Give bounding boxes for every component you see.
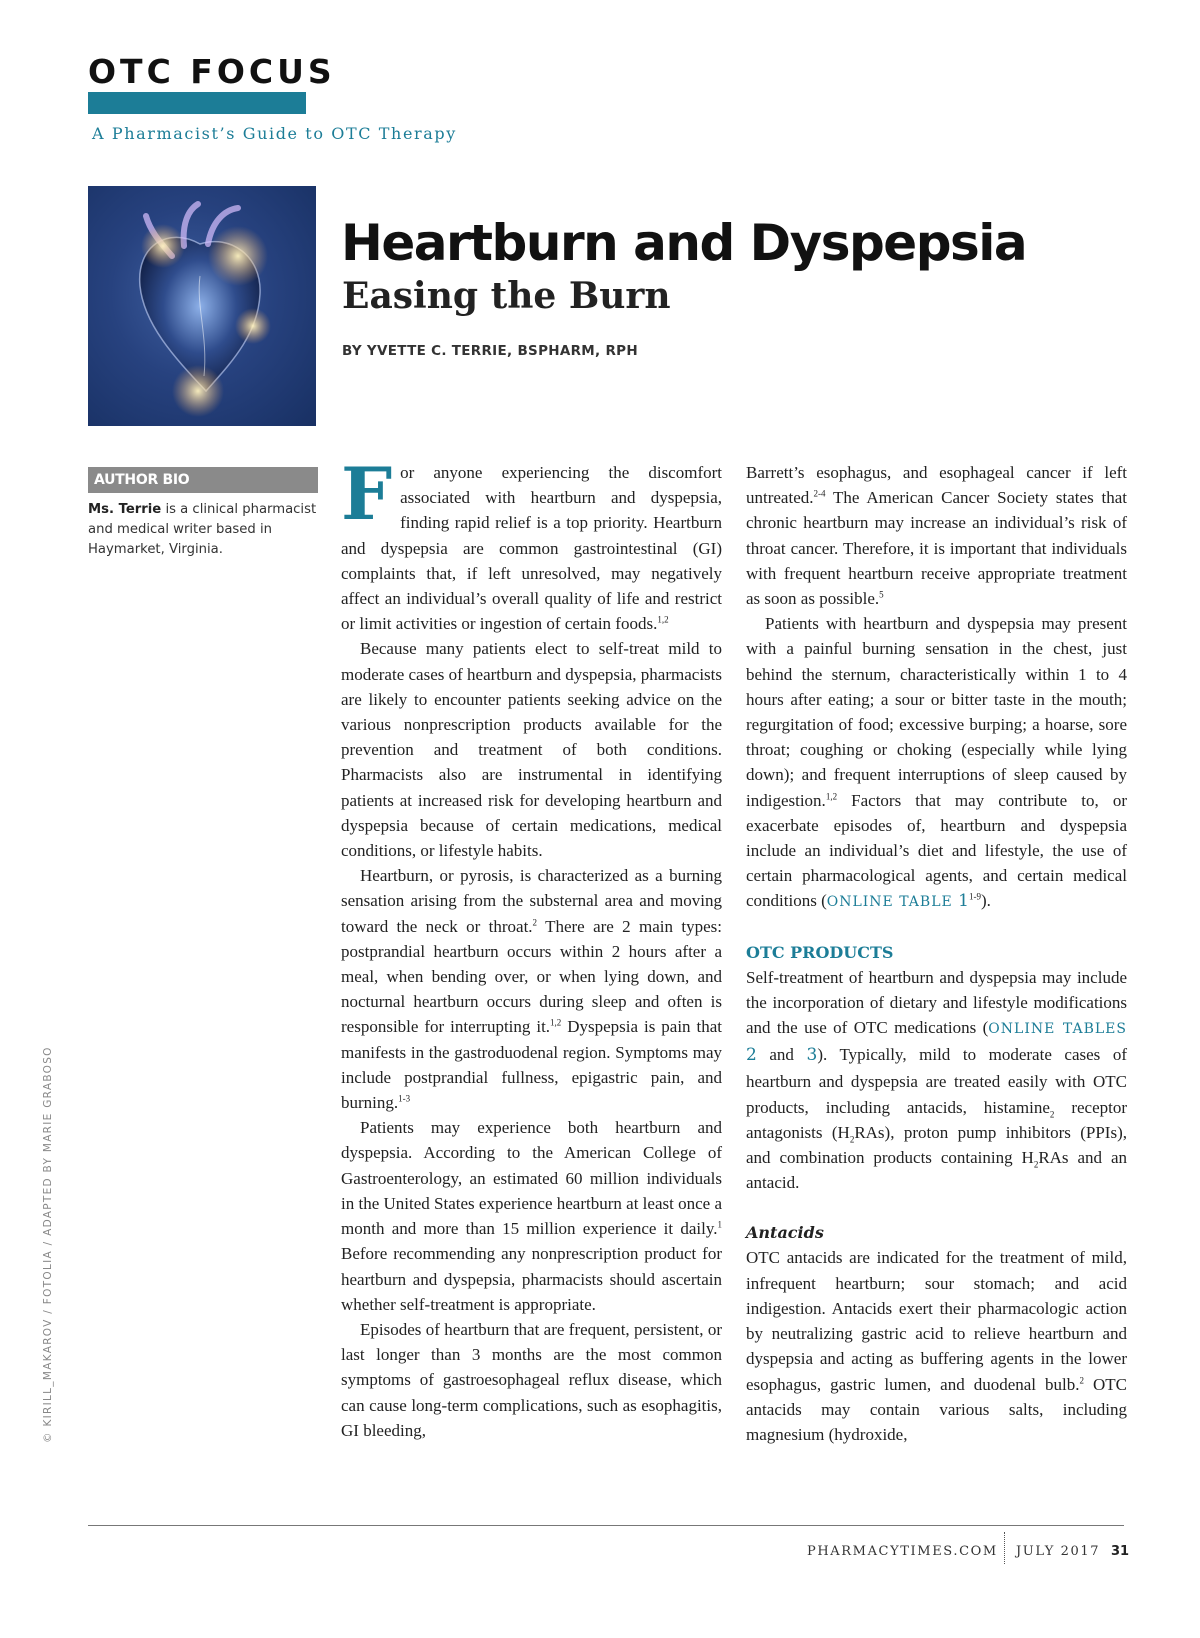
heart-illustration-image (88, 186, 316, 426)
photo-credit: © KIRILL_MAKAROV / FOTOLIA / ADAPTED BY MARIE GRABOSO (42, 1046, 54, 1443)
paragraph-text: Dyspepsia is pain that manifests in the gastroduodenal region. Symptoms may include postprandial fullness, epigastric pain, and burning. (341, 1017, 722, 1113)
page-number: 31 (1111, 1544, 1130, 1559)
link-text[interactable]: ONLINE TABLES (988, 1021, 1127, 1038)
section-heading-otc-products: OTC PRODUCTS (746, 942, 894, 962)
paragraph-text: OTC antacids are indicated for the treatment of mild, infrequent heartburn; sour stomach; and acid indigestion. Antacids exert their pharmacologic action by neutralizing gastric acid to relieve heartburn and dyspepsia and acting as buffering agents in the lower esophagus, gastric lumen, and duodenal bulb. (746, 1248, 1127, 1394)
body-paragraph (746, 611, 1127, 915)
paragraph-text: Patients with heartburn and dyspepsia may present with a painful burning sensation in the chest, just behind the sternum, characteristically within 1 to 4 hours after eating; a sour or bitter taste in the mouth; regurgitation of food; excessive burping; a hoarse, sore throat; coughing or choking (especially while lying down); and frequent interruptions of sleep caused by indigestion. (746, 614, 1127, 810)
article-column-2 (746, 460, 1127, 1447)
reference-marker: 1,2 (825, 790, 838, 801)
body-paragraph (746, 1245, 1127, 1447)
paragraph-text: or anyone experiencing the discomfort associated with heartburn and dyspepsia, finding rapid relief is a top priority. Heartburn and dyspepsia are common gastrointestinal (GI) complaints that, if left unresolved, may negatively affect an individual’s overall quality of life and restrict or limit activities or ingestion of certain foods. (341, 463, 722, 634)
paragraph-text: Before recommending any nonprescription product for heartburn and dyspepsia, pharmacists should ascertain whether self-treatment is appropriate. (341, 1244, 722, 1314)
article-title: Heartburn and Dyspepsia (341, 214, 1027, 272)
body-paragraph (341, 1115, 722, 1317)
link-text[interactable]: ONLINE TABLE (826, 894, 959, 911)
paragraph-text: OTC antacids may contain various salts, including magnesium (hydroxide, (746, 1374, 1128, 1444)
paragraph-text: Barrett’s esophagus, and esophageal cancer if left untreated. (746, 463, 1127, 508)
paragraph-text: Because many patients elect to self-treat mild to moderate cases of heartburn and dyspepsia, pharmacists are likely to encounter patients seeking advice on the various nonprescription products available for the prevention and treatment of both conditions. Pharmacists also are instrumental in identifying patients at increased risk for developing heartburn and dyspepsia because of certain medications, medical conditions, or lifestyle habits. (341, 639, 722, 861)
author-bio-description: is a clinical pharmacist and medical writer based in Haymarket, Virginia. (88, 502, 317, 557)
article-byline: BY YVETTE C. TERRIE, BSPHARM, RPH (342, 343, 638, 359)
paragraph-text: Factors that may contribute to, or exacerbate episodes of, heartburn and dyspepsia include an individual’s diet and lifestyle, the use of certain pharmacological agents, and certain medical conditions ( (746, 790, 1127, 911)
heart-icon (88, 186, 316, 426)
body-paragraph (746, 965, 1127, 1196)
reference-marker: 2 (1079, 1374, 1084, 1385)
subscript: 2 (1049, 1109, 1055, 1120)
online-table-3-link[interactable] (806, 1045, 818, 1066)
reference-marker: 2 (532, 917, 538, 927)
subsection-heading-antacids: Antacids (746, 1223, 824, 1243)
link-number[interactable]: 3 (806, 1045, 818, 1066)
paragraph-text: The American Cancer Society states that chronic heartburn may increase an individual’s risk of throat cancer. Therefore, it is important that individuals with frequent heartburn receive appropriate treatment as soon as possible. (746, 488, 1127, 609)
online-table-1-link[interactable] (826, 891, 969, 912)
footer-date: JULY 2017 (1016, 1544, 1101, 1559)
paragraph-text: Episodes of heartburn that are frequent, persistent, or last longer than 3 months are the most common symptoms of gastroesophageal reflux disease, which can cause long-term complications, such as esophagitis, GI bleeding, (341, 1319, 722, 1440)
body-paragraph (746, 460, 1127, 611)
article-column-1 (341, 451, 722, 1443)
paragraph-text: receptor antagonists (H (746, 1097, 1127, 1142)
drop-cap: F (341, 451, 393, 536)
article-subtitle: Easing the Burn (342, 275, 671, 317)
reference-marker: 2-4 (813, 488, 826, 499)
paragraph-text: RAs), proton pump inhibitors (PPIs), and combination products containing H (746, 1122, 1127, 1168)
paragraph-text: There are 2 main types: postprandial heartburn occurs within 2 hours after a meal, when bending over, or when lying down, and nocturnal heartburn occurs during sleep and often is responsible for interrupting it. (341, 916, 722, 1037)
section-tagline: A Pharmacist’s Guide to OTC Therapy (92, 124, 457, 143)
link-number[interactable]: 1 (958, 891, 969, 912)
paragraph-text: Patients may experience both heartburn and dyspepsia. According to the American College of Gastroenterology, an estimated 60 million individuals in the United States experience heartburn at least once a month and more than 15 million experience it daily. (341, 1118, 722, 1239)
author-name: Ms. Terrie (88, 502, 162, 517)
footer-site: PHARMACYTIMES.COM (807, 1544, 998, 1559)
reference-marker: 1-3 (398, 1093, 411, 1104)
link-number[interactable]: 2 (746, 1045, 757, 1066)
paragraph-text: ). Typically, mild to moderate cases of heartburn and dyspepsia are treated easily with OTC products, including antacids, histamine (746, 1045, 1128, 1117)
paragraph-text: Self-treatment of heartburn and dyspepsia may include the incorporation of dietary and lifestyle modifications and the use of OTC medications ( (746, 967, 1127, 1038)
body-paragraph (341, 636, 722, 863)
section-title: OTC FOCUS (88, 52, 336, 91)
reference-marker: 1-9 (969, 891, 981, 902)
reference-marker: 5 (879, 589, 884, 600)
body-paragraph (341, 863, 722, 1115)
footer-rule (88, 1525, 1124, 1526)
paragraph-text: RAs and an antacid. (746, 1148, 1127, 1193)
author-bio-heading: AUTHOR BIO (88, 467, 318, 493)
paragraph-text: Heartburn, or pyrosis, is characterized as a burning sensation arising from the substernal area and moving toward the neck or throat. (341, 866, 722, 936)
author-bio-text (88, 500, 318, 560)
subscript: 2 (849, 1134, 855, 1145)
reference-marker: 1,2 (657, 614, 669, 625)
reference-marker: 1 (717, 1219, 722, 1230)
body-paragraph (341, 451, 722, 636)
footer-divider (1004, 1532, 1005, 1564)
subscript: 2 (1033, 1159, 1039, 1170)
paragraph-text: and (756, 1045, 807, 1065)
paragraph-text: ). (981, 891, 991, 911)
section-title-bar (88, 92, 306, 114)
reference-marker: 1,2 (550, 1017, 562, 1028)
body-paragraph (341, 1317, 722, 1443)
